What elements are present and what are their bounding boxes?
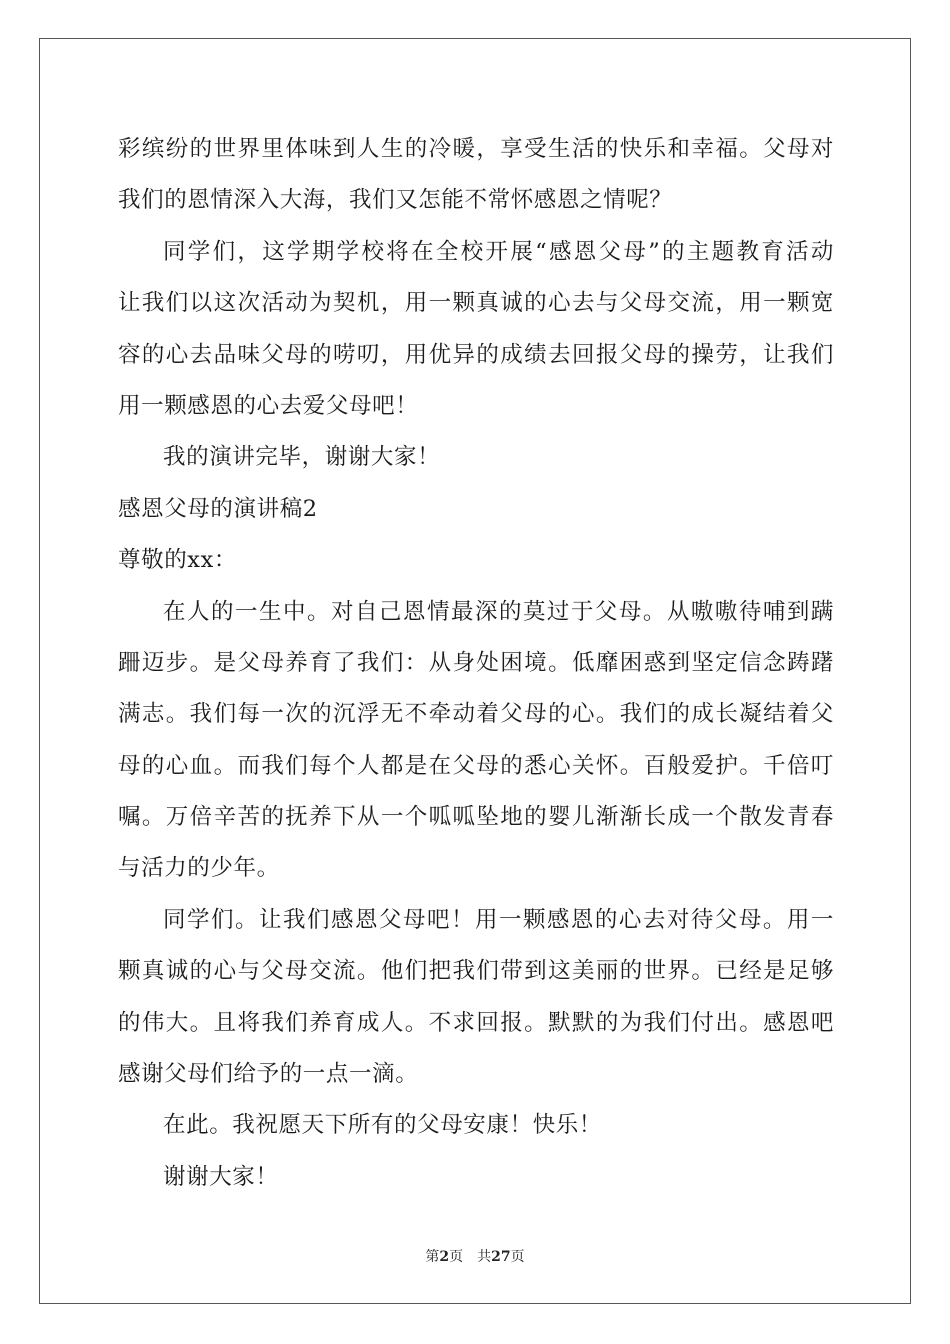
text-line: 嘱。万倍辛苦的抚养下从一个呱呱坠地的婴儿渐渐长成一个散发青春 xyxy=(118,804,834,831)
document-body xyxy=(118,124,834,1203)
text-line: 同学们，这学期学校将在全校开展“感恩父母”的主题教育活动 xyxy=(163,238,834,265)
text-line: 我们的恩情深入大海，我们又怎能不常怀感恩之情呢？ xyxy=(118,187,673,214)
text-line: 感恩父母的演讲稿2 xyxy=(118,495,318,522)
text-line: 在人的一生中。对自己恩情最深的莫过于父母。从嗷嗷待哺到蹒 xyxy=(163,598,834,625)
text-line: 同学们。让我们感恩父母吧！用一颗感恩的心去对待父母。用一 xyxy=(163,906,834,933)
text-line: 的伟大。且将我们养育成人。不求回报。默默的为我们付出。感恩吧 xyxy=(118,1009,834,1036)
text-line: 与活力的少年。 xyxy=(118,855,280,882)
text-line: 用一颗感恩的心去爱父母吧！ xyxy=(118,392,419,419)
text-line: 颗真诚的心与父母交流。他们把我们带到这美丽的世界。已经是足够 xyxy=(118,958,834,985)
text-line: 让我们以这次活动为契机，用一颗真诚的心去与父母交流，用一颗宽 xyxy=(118,290,834,317)
page-prefix: 第 xyxy=(425,1249,440,1265)
total-pages: 27 xyxy=(491,1249,511,1265)
text-line: 在此。我祝愿天下所有的父母安康！快乐！ xyxy=(163,1112,602,1139)
page-number: 2 xyxy=(439,1249,450,1265)
text-line: 谢谢大家！ xyxy=(163,1163,279,1190)
text-line: 彩缤纷的世界里体味到人生的冷暖，享受生活的快乐和幸福。父母对 xyxy=(118,136,834,162)
text-line: 感谢父母们给予的一点一滴。 xyxy=(118,1061,419,1088)
page-footer xyxy=(0,1246,950,1266)
total-suffix: 页 xyxy=(510,1249,525,1265)
text-line: 母的心血。而我们每个人都是在父母的悉心关怀。百般爱护。千倍叮 xyxy=(118,752,834,779)
text-line: 跚迈步。是父母养育了我们：从身处困境。低靡困惑到坚定信念踌躇 xyxy=(118,649,834,676)
text-line: 容的心去品味父母的唠叨，用优异的成绩去回报父母的操劳，让我们 xyxy=(118,341,834,368)
page-suffix: 页 xyxy=(449,1249,464,1265)
text-line: 满志。我们每一次的沉浮无不牵动着父母的心。我们的成长凝结着父 xyxy=(118,701,834,728)
text-line: 尊敬的xx： xyxy=(118,547,237,574)
total-prefix: 共 xyxy=(477,1249,492,1265)
text-line: 我的演讲完毕，谢谢大家！ xyxy=(163,444,441,471)
